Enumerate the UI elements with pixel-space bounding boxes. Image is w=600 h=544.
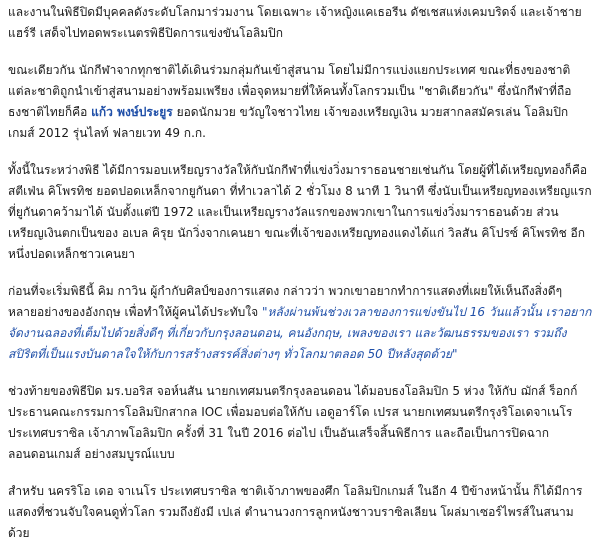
paragraph-athletes-text: ขณะเดียวกัน นักกีฬาจากทุกชาติได้เดินร่วมกลุ่มกันเข้าสู่สนาม โดยไม่มีการแบ่งแยกประเทศ ขณะที่ธงของชาติแต่ละชาติถูกนำเข้าสู่สนามอย่างพร้อมเพรียง เพื่อจุดหมายที่ให้คนทั้งโลกรวมเป็น "ชาติเดียวกัน" ซึ่งนักกีฬาที่ถือธงชาติไทยก็คือ [8, 63, 572, 119]
paragraph-director-quote [8, 281, 592, 365]
article-body [0, 2, 600, 540]
paragraph-athletes-parade [8, 60, 592, 144]
director-intro: ก่อนที่จะเริ่มพิธีนี้ คิม กาวิน ผู้กำกับศิลป์ของการแสดง กล่าวว่า พวกเขาอยากทำการแสดงที่เผยให้เห็นถึงสิ่งดีๆ หลายอย่างของอังกฤษ เพื่อทำให้ผู้คนได้ประทับใจ [8, 284, 563, 319]
director-quote: "หลังผ่านพ้นช่วงเวลาของการแข่งขันไป 16 วันแล้วนั้น เราอยากจัดงานฉลองที่เต็มไปด้วยสิ่งดีๆ ที่เกี่ยวกับกรุงลอนดอน, คนอังกฤษ, เพลงของเรา และวัฒนธรรมของเรา รวมถึงสปิริตที่เป็นแรงบันดาลใจให้กับการสร้างสรรค์สิ่งต่างๆ ทั่วโลกมาตลอด 50 ปีหลังสุดด้วย" [8, 305, 592, 361]
paragraph-rio-preview: สำหรับ นครริโอ เดอ จาเนโร ประเทศบราซิล ชาติเจ้าภาพของศึก โอลิมปิกเกมส์ ในอีก 4 ปีข้างหน้านั้น ก็ได้มีการแสดงที่ชวนจับใจคนดูทั่วโลก รวมถึงยังมี เปเล่ ตำนานวงการลูกหนังชาวบราซิลเลียน โผล่มาเซอร์ไพรส์ในสนามด้วย [8, 484, 583, 540]
flag-bearer-name: แก้ว พงษ์ประยูร [91, 105, 173, 119]
paragraph-marathon-medals: ทั้งนี้ในระหว่างพิธี ได้มีการมอบเหรียญรางวัลให้กับนักกีฬาที่แข่งวิ่งมาราธอนชายเช่นกัน โดยผู้ที่ได้เหรียญทองก็คือ สตีเฟ่น คิโพรทิช ยอดปอดเหล็กจากยูกันดา ที่ทำเวลาได้ 2 ชั่วโมง 8 นาที 1 วินาที ซึ่งนับเป็นเหรียญทองเหรียญแรกที่ยูกันดาคว้ามาได้ นับตั้งแต่ปี 1972 และเป็นเหรียญรางวัลแรกของพวกเขาในการแข่งวิ่งมาราธอนด้วย ส่วนเหรียญเงินตกเป็นของ อเบล คิรุย นักวิ่งจากเคนยา ขณะที่เจ้าของเหรียญทองแดงได้แก่ วิลสัน คิโปรซ์ คิโพรทิช อีกหนึ่งปอดเหล็กชาวเคนยา [8, 163, 592, 261]
paragraph-closing-guests: และงานในพิธีปิดมีบุคคลดังระดับโลกมาร่วมงาน โดยเฉพาะ เจ้าหญิงแคเธอรีน ดัชเชสแห่งเคมบริดจ์ และเจ้าชายแฮร์รี เสด็จไปทอดพระเนตรพิธีปิดการแข่งขันโอลิมปิก [8, 5, 582, 40]
paragraph-athletes-text-end: ยอดนักมวย ขวัญใจชาวไทย เจ้าของเหรียญเงิน มวยสากลสมัครเล่น โอลิมปิก เกมส์ 2012 รุ่นไลท์ ฟลายเวท 49 ก.ก. [8, 105, 569, 140]
paragraph-flag-handover: ช่วงท้ายของพิธีปิด มร.บอริส จอห์นสัน นายกเทศมนตรีกรุงลอนดอน ได้มอบธงโอลิมปิก 5 ห่วง ให้กับ ฌักส์ ร็อกก์ ประธานคณะกรรมการโอลิมปิกสากล IOC เพื่อมอบต่อให้กับ เอดูอาร์โด เปรส นายกเทศมนตรีกรุงริโอเดจาเนโร ประเทศบราซิล เจ้าภาพโอลิมปิก ครั้งที่ 31 ในปี 2016 ต่อไป เป็นอันเสร็จสิ้นพิธีการ และถือเป็นการปิดฉากลอนดอนเกมส์ อย่างสมบูรณ์แบบ [8, 384, 578, 461]
